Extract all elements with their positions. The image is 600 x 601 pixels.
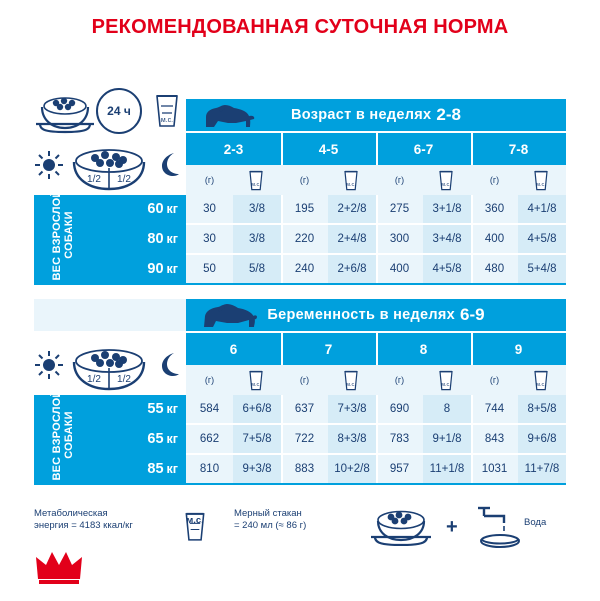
section2-r2c7: 11+7/8: [524, 463, 560, 475]
svg-text:м.с.: м.с.: [441, 382, 451, 388]
section1-unit-g-3: (г): [489, 175, 500, 185]
section1-r2c5: 4+5/8: [432, 263, 462, 275]
section1-row0-weight-unit: кг: [166, 202, 178, 216]
svg-text:1/2: 1/2: [87, 374, 101, 385]
section2-row0-weight-num: 55: [147, 401, 164, 417]
section2-r1c7: 9+6/8: [527, 433, 557, 445]
section1-row2-weight-unit: кг: [166, 262, 178, 276]
section2-unit-cup-2: [437, 368, 455, 392]
section2-row2-weight-num: 85: [147, 461, 164, 477]
svg-text:м.с.: м.с.: [251, 182, 261, 188]
section1-col-2: 6-7: [413, 141, 434, 157]
section2-r0c4: 690: [389, 403, 410, 415]
page-title: [0, 14, 600, 40]
water-label: Вода: [524, 517, 547, 528]
sun-icon: [34, 350, 64, 380]
section2-r1c0: 662: [199, 433, 220, 445]
puppy-silhouette-icon: [200, 103, 256, 129]
section1-r2c1: 5/8: [249, 263, 265, 275]
section2-r2c0: 810: [199, 463, 220, 475]
section2-r2c5: 11+1/8: [429, 463, 465, 475]
section2-unit-cup-1: [342, 368, 360, 392]
moon-icon: [158, 152, 180, 178]
svg-text:м.с.: м.с.: [536, 382, 546, 388]
section2-row2-weight: [90, 455, 178, 483]
section1-r0c3: 2+2/8: [337, 203, 367, 215]
section2-r0c6: 744: [484, 403, 505, 415]
section2-r0c2: 637: [294, 403, 315, 415]
section1-r0c6: 360: [484, 203, 505, 215]
section2-r2c2: 883: [294, 463, 315, 475]
svg-text:м.с.: м.с.: [346, 182, 356, 188]
section2-r0c3: 7+3/8: [337, 403, 367, 415]
section2-r1c5: 9+1/8: [432, 433, 462, 445]
svg-text:м.с.: м.с.: [536, 182, 546, 188]
section1-r2c2: 240: [294, 263, 315, 275]
section2-weight-label: ВЕС ВЗРОСЛОЙ СОБАКИ: [51, 389, 75, 481]
section1-unit-cup-2: [437, 168, 455, 192]
section2-col-2: 8: [419, 341, 428, 357]
section1-r2c6: 480: [484, 263, 505, 275]
section-gap: [34, 285, 566, 299]
adult-dog-silhouette-icon: [200, 303, 258, 329]
section1-unit-g-1: (г): [299, 175, 310, 185]
dog-bowl-icon: [34, 90, 96, 134]
section1-weight-label: ВЕС ВЗРОСЛОЙ СОБАКИ: [51, 189, 75, 281]
plus-sign: +: [446, 516, 458, 538]
section2-col-3: 9: [514, 341, 523, 357]
metabolic-energy-note: [34, 508, 154, 532]
section1-r1c0: 30: [203, 233, 216, 245]
section2-row2-weight-unit: кг: [166, 462, 178, 476]
section1-row1-weight: [90, 225, 178, 253]
section1-r0c2: 195: [294, 203, 315, 215]
section2-r0c7: 8+5/8: [527, 403, 557, 415]
section1-r2c7: 5+4/8: [527, 263, 557, 275]
section2-r1c4: 783: [389, 433, 410, 445]
section1-r0c4: 275: [389, 203, 410, 215]
section1-unit-g-0: (г): [204, 175, 215, 185]
section1-col-0: 2-3: [223, 141, 244, 157]
section2-r2c3: 10+2/8: [334, 463, 370, 475]
section2-band-left-pad: [34, 299, 186, 331]
section2-header-band: [186, 299, 566, 331]
section2-unit-g-1: (г): [299, 375, 310, 385]
section1-band-number: 2-8: [436, 105, 461, 124]
measuring-cup-note: [234, 508, 364, 532]
metabolic-energy-line2: энергия = 4183 ккал/кг: [34, 520, 133, 531]
sun-icon: [34, 150, 64, 180]
section2-r0c1: 6+6/8: [242, 403, 272, 415]
section1-r2c3: 2+6/8: [337, 263, 367, 275]
section2-col-0: 6: [229, 341, 238, 357]
section1-unit-cup-0: [247, 168, 265, 192]
section1-r1c1: 3/8: [249, 233, 265, 245]
section2-col-1: 7: [324, 341, 333, 357]
section1-row0-weight-num: 60: [147, 201, 164, 217]
section1-r1c4: 300: [389, 233, 410, 245]
section1-r0c1: 3/8: [249, 203, 265, 215]
section1-row1-weight-num: 80: [147, 231, 164, 247]
section1-r1c3: 2+4/8: [337, 233, 367, 245]
daily-amount-icons: [34, 88, 184, 136]
half-half-bowl-icon: [61, 146, 157, 200]
section1-r1c5: 3+4/8: [432, 233, 462, 245]
section2-row1-weight-num: 65: [147, 431, 164, 447]
section1-row1-weight-unit: кг: [166, 232, 178, 246]
section2-unit-cup-0: [247, 368, 265, 392]
svg-text:м.с.: м.с.: [160, 117, 174, 124]
svg-text:м.с.: м.с.: [346, 382, 356, 388]
section1-r0c5: 3+1/8: [432, 203, 462, 215]
section1-row2-weight-num: 90: [147, 261, 164, 277]
section2-band-text: Беременность в неделях: [267, 307, 456, 323]
section2-row1-weight: [90, 425, 178, 453]
measuring-cup-icon: [152, 90, 182, 130]
section1-unit-cup-1: [342, 168, 360, 192]
section1-r2c0: 50: [203, 263, 216, 275]
section2-row0-weight: [90, 395, 178, 423]
section2-band-number: 6-9: [460, 305, 485, 324]
water-tap-icon: [470, 504, 526, 548]
svg-text:1/2: 1/2: [87, 174, 101, 185]
page-title-text: РЕКОМЕНДОВАННАЯ СУТОЧНАЯ НОРМА: [91, 16, 509, 38]
moon-icon: [158, 352, 180, 378]
section2-r1c2: 722: [294, 433, 315, 445]
section2-r2c4: 957: [389, 463, 410, 475]
section2-r0c0: 584: [199, 403, 220, 415]
section2-r2c6: 1031: [481, 463, 508, 475]
section2-r1c1: 7+5/8: [242, 433, 272, 445]
metabolic-energy-line1: Метаболическая: [34, 508, 108, 519]
24h-badge: [96, 88, 142, 134]
svg-text:м.с.: м.с.: [251, 382, 261, 388]
section2-unit-g-2: (г): [394, 375, 405, 385]
section1-header-band: [186, 99, 566, 131]
section1-row2-weight: [90, 255, 178, 283]
section1-r1c2: 220: [294, 233, 315, 245]
section1-r0c7: 4+1/8: [527, 203, 557, 215]
section2-unit-g-3: (г): [489, 375, 500, 385]
section1-unit-g-2: (г): [394, 175, 405, 185]
section1-unit-cup-3: [532, 168, 550, 192]
measuring-cup-line2: = 240 мл (≈ 86 г): [234, 520, 307, 531]
section2-r0c5: 8: [443, 403, 451, 415]
section2-r1c3: 8+3/8: [337, 433, 367, 445]
section1-col-1: 4-5: [318, 141, 339, 157]
section1-col-3: 7-8: [508, 141, 529, 157]
section1-r0c0: 30: [203, 203, 216, 215]
section2-unit-cup-3: [532, 368, 550, 392]
section1-band-text: Возраст в неделях: [291, 107, 432, 123]
royal-canin-crown-logo: [34, 549, 84, 587]
svg-text:1/2: 1/2: [117, 374, 131, 385]
section2-r2c1: 9+3/8: [242, 463, 272, 475]
section1-r1c7: 4+5/8: [527, 233, 557, 245]
section2-row0-weight-unit: кг: [166, 402, 178, 416]
section1-r2c4: 400: [389, 263, 410, 275]
section2-row1-weight-unit: кг: [166, 432, 178, 446]
section2-unit-g-0: (г): [204, 375, 215, 385]
section2-r1c6: 843: [484, 433, 505, 445]
section1-r1c6: 400: [484, 233, 505, 245]
half-half-bowl-icon: [61, 346, 157, 400]
section1-row0-weight: [90, 195, 178, 223]
cup-abbr-label: м.с.: [186, 515, 204, 526]
food-bowl-icon: [368, 506, 434, 546]
svg-text:м.с.: м.с.: [441, 182, 451, 188]
measuring-cup-line1: Мерный стакан: [234, 508, 302, 519]
svg-text:1/2: 1/2: [117, 174, 131, 185]
24h-label: 24 ч: [107, 104, 131, 118]
